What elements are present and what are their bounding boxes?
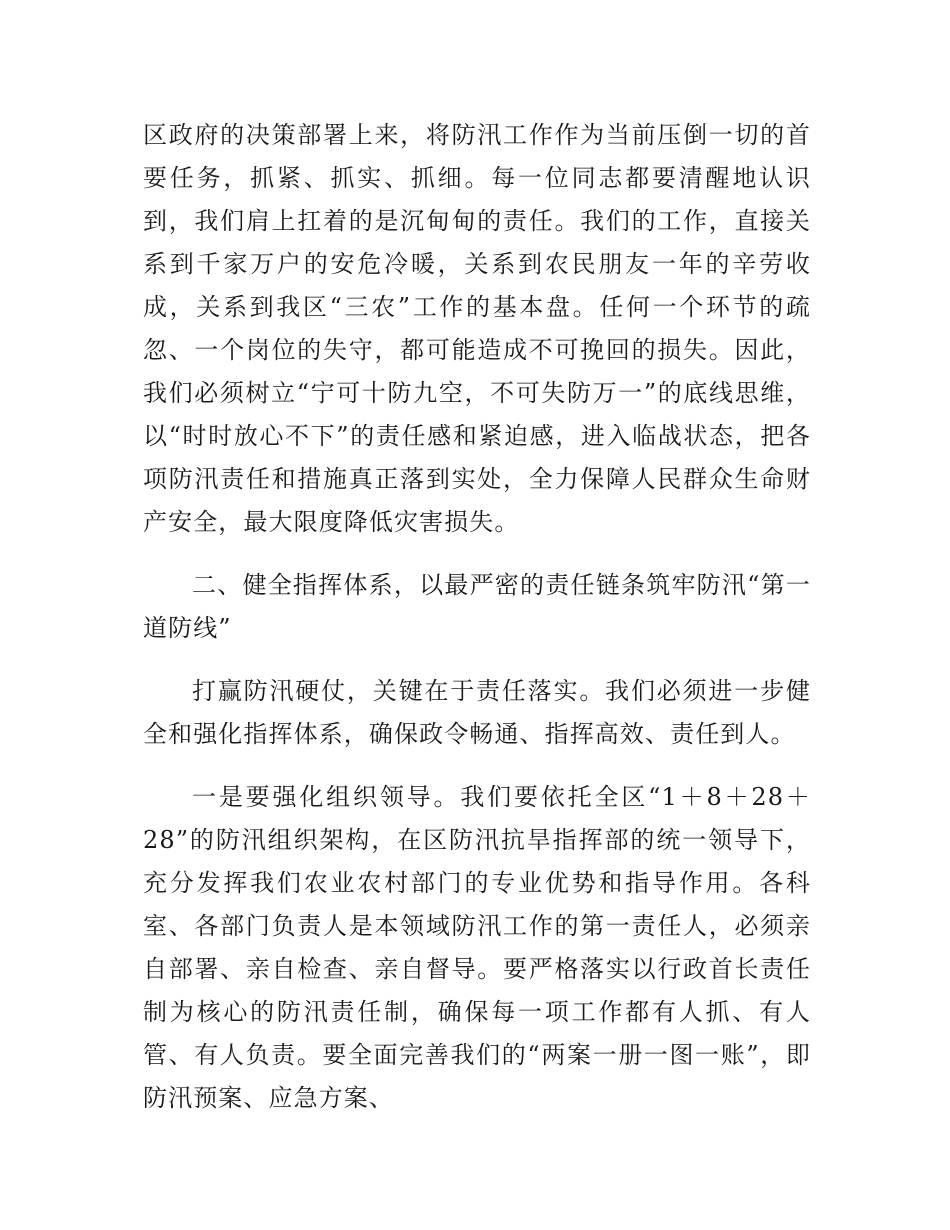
paragraph-continuation: 区政府的决策部署上来，将防汛工作作为当前压倒一切的首要任务，抓紧、抓实、抓细。每一位同志都要清醒地认识到，我们肩上扛着的是沉甸甸的责任。我们的工作，直接关系到千家万户的安危冷暖，关系到农民朋友一年的辛劳收成，关系到我区“三农”工作的基本盘。任何一个环节的疏忽、一个岗位的失守，都可能造成不可挽回的损失。因此，我们必须树立“宁可十防九空，不可失防万一”的底线思维，以“时时放心不下”的责任感和紧迫感，进入临战状态，把各项防汛责任和措施真正落到实处，全力保障人民群众生命财产安全，最大限度降低灾害损失。 <box>143 121 811 536</box>
paragraph-organization: 一是要强化组织领导。我们要依托全区“1＋8＋28＋28”的防汛组织架构，在区防汛抗旱指挥部的统一领导下，充分发挥我们农业农村部门的专业优势和指导作用。各科室、各部门负责人是本领域防汛工作的第一责任人，必须亲自部署、亲自检查、亲自督导。要严格落实以行政首长责任制为核心的防汛责任制，确保每一项工作都有人抓、有人管、有人负责。要全面完善我们的“两案一册一图一账”，即防汛预案、应急方案、 <box>143 783 811 1112</box>
document-body <box>143 114 811 1120</box>
paragraph-intro: 打赢防汛硬仗，关键在于责任落实。我们必须进一步健全和强化指挥体系，确保政令畅通、指挥高效、责任到人。 <box>143 677 811 748</box>
section-heading: 二、健全指挥体系，以最严密的责任链条筑牢防汛“第一道防线” <box>143 571 811 642</box>
